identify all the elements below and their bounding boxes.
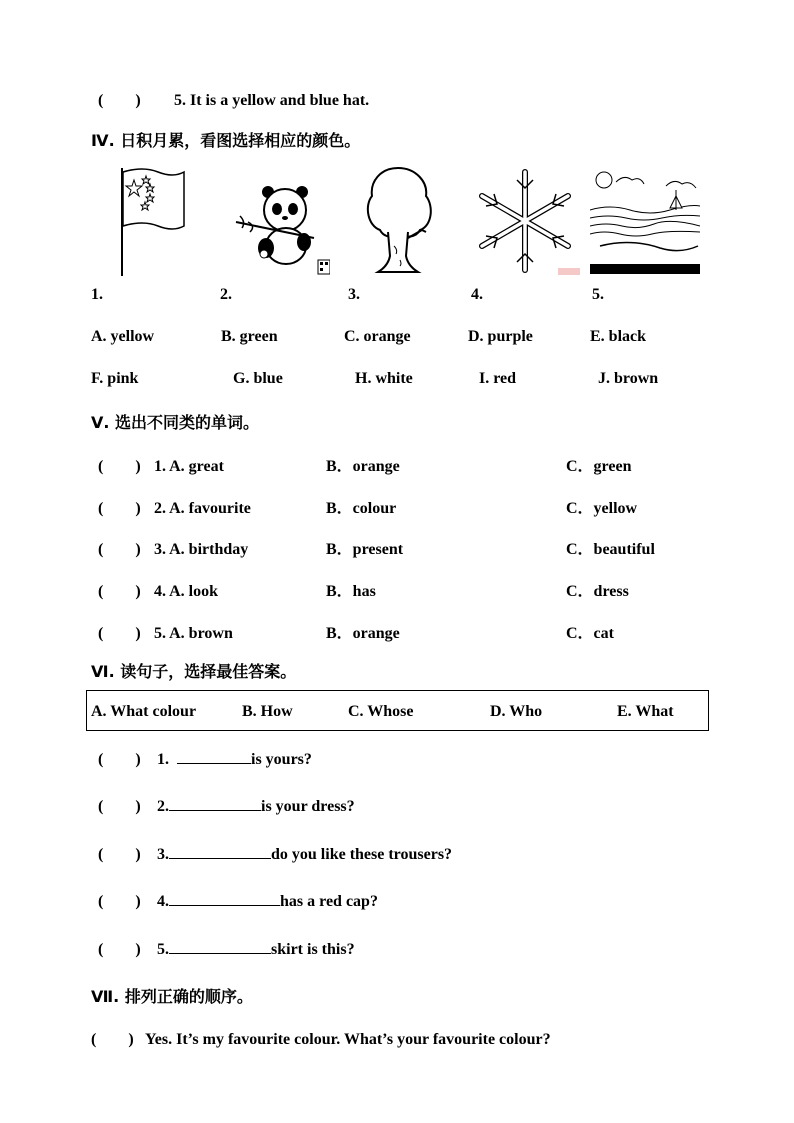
option-c: C．green — [566, 458, 632, 475]
option-b: B．orange — [326, 625, 400, 642]
option-b: B．present — [326, 541, 404, 558]
list-item: ( ) 1. A. great — [98, 453, 224, 476]
list-item: ( ) 5. skirt is this? — [98, 936, 355, 959]
answer-paren[interactable]: ( ) — [98, 625, 141, 642]
list-item: ( ) 3. A. birthday — [98, 536, 248, 559]
word-option: D. Who — [490, 703, 543, 720]
color-option: C. orange — [344, 328, 411, 345]
section4-heading: Ⅳ. 日积月累，看图选择相应的颜色。 — [91, 131, 361, 150]
list-item: ( ) 1. is yours? — [98, 746, 312, 769]
color-option: A. yellow — [91, 328, 155, 345]
answer-paren[interactable]: ( ) — [98, 92, 141, 109]
word-option: E. What — [617, 703, 674, 720]
color-option: J. brown — [598, 370, 659, 387]
fill-blank[interactable] — [177, 749, 251, 764]
answer-paren[interactable]: ( ) — [98, 846, 141, 863]
option-c: C．yellow — [566, 500, 638, 517]
option-c: C．dress — [566, 583, 629, 600]
section3-item-5 — [98, 87, 369, 110]
picture-number-4: 4. — [471, 286, 483, 303]
color-option: B. green — [221, 328, 278, 345]
list-item: ( ) 5. A. brown — [98, 620, 233, 643]
flag-image — [118, 166, 188, 278]
item-text: 5. It is a yellow and blue hat. — [174, 92, 370, 109]
picture-number-2: 2. — [220, 286, 232, 303]
option-b: B．colour — [326, 500, 397, 517]
section5-heading: Ⅴ. 选出不同类的单词。 — [91, 413, 260, 432]
fill-blank[interactable] — [169, 891, 280, 906]
sea-image — [590, 166, 700, 276]
color-option: E. black — [590, 328, 647, 345]
list-item: ( ) 2. is your dress? — [98, 793, 355, 816]
panda-image — [234, 186, 330, 278]
color-option: F. pink — [91, 370, 139, 387]
answer-paren[interactable]: ( ) — [98, 583, 141, 600]
fill-blank[interactable] — [169, 796, 261, 811]
answer-paren[interactable]: ( ) — [98, 941, 141, 958]
word-option: C. Whose — [348, 703, 414, 720]
picture-number-1: 1. — [91, 286, 103, 303]
option-c: C．cat — [566, 625, 614, 642]
snowflake-image — [470, 166, 580, 276]
word-option: B. How — [242, 703, 293, 720]
picture-number-3: 3. — [348, 286, 360, 303]
answer-paren[interactable]: ( ) — [98, 458, 141, 475]
color-option: G. blue — [233, 370, 283, 387]
answer-paren[interactable]: ( ) — [98, 500, 141, 517]
option-b: B．has — [326, 583, 376, 600]
tree-image — [360, 166, 436, 278]
fill-blank[interactable] — [169, 939, 271, 954]
section6-heading: Ⅵ. 读句子，选择最佳答案。 — [91, 662, 297, 681]
word-option: A. What colour — [91, 703, 197, 720]
color-option: H. white — [355, 370, 413, 387]
answer-paren[interactable]: ( ) — [98, 751, 141, 768]
picture-number-5: 5. — [592, 286, 604, 303]
answer-paren[interactable]: ( ) — [98, 541, 141, 558]
list-item: ( ) 2. A. favourite — [98, 495, 251, 518]
list-item: ( ) 4. A. look — [98, 578, 218, 601]
color-option: D. purple — [468, 328, 533, 345]
list-item: ( ) 3. do you like these trousers? — [98, 841, 452, 864]
answer-paren[interactable]: ( ) — [91, 1031, 134, 1048]
section7-heading: Ⅶ. 排列正确的顺序。 — [91, 987, 253, 1006]
color-option: I. red — [479, 370, 517, 387]
answer-paren[interactable]: ( ) — [98, 798, 141, 815]
fill-blank[interactable] — [169, 844, 271, 859]
list-item: ( ) 4. has a red cap? — [98, 888, 378, 911]
answer-paren[interactable]: ( ) — [98, 893, 141, 910]
option-c: C．beautiful — [566, 541, 655, 558]
option-b: B．orange — [326, 458, 400, 475]
list-item: ( ) Yes. It’s my favourite colour. What’s your favourite colour? — [91, 1026, 551, 1049]
